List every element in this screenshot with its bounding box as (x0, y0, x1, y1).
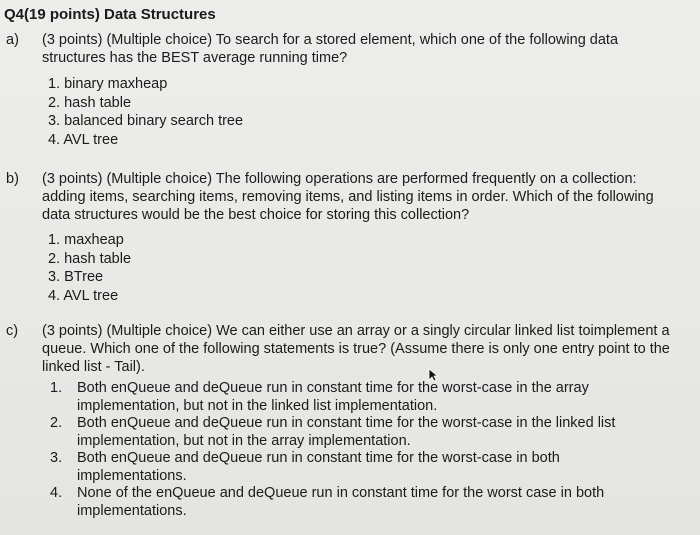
question-b-options (48, 231, 131, 305)
option-item: 1. binary maxheap (48, 76, 168, 92)
option-item: 3. balanced binary search tree (48, 113, 244, 129)
option-item: 3. BTree (48, 269, 104, 285)
question-a-text: (3 points) (Multiple choice) To search for a stored element, which one of the following data structures has the BEST average running time? (42, 32, 619, 66)
option-text: Both enQueue and deQueue run in constant time for the worst-case in the linked list implementation, but not in the array implementation. (77, 415, 616, 449)
question-b-label: b) (6, 171, 19, 187)
option-text: Both enQueue and deQueue run in constant time for the worst-case in both implementations. (77, 450, 560, 484)
option-item (50, 380, 670, 415)
option-item (50, 450, 670, 485)
mouse-cursor-icon (428, 368, 438, 382)
option-item: 2. hash table (48, 94, 132, 111)
option-item: 4. AVL tree (48, 287, 119, 304)
option-number: 2. (50, 415, 63, 431)
question-c-text: (3 points) (Multiple choice) We can either use an array or a singly circular linked list toimplement a queue. Which one of the following statements is true? (Assume there is only one entry point to the linked list - Tail). (42, 323, 670, 375)
question-c-label: c) (6, 323, 19, 339)
page-title: Q4(19 points) Data Structures (4, 6, 216, 23)
question-a-label: a) (6, 32, 19, 48)
option-item: 1. maxheap (48, 232, 124, 248)
option-item: 4. AVL tree (48, 131, 119, 148)
option-text: None of the enQueue and deQueue run in constant time for the worst case in both implementations. (77, 485, 605, 519)
option-item: 2. hash table (48, 250, 132, 267)
option-number: 3. (50, 450, 63, 466)
option-text: Both enQueue and deQueue run in constant time for the worst-case in the array implementation, but not in the linked list implementation. (77, 380, 589, 414)
question-a-options (48, 75, 243, 149)
question-b-text: (3 points) (Multiple choice) The following operations are performed frequently on a collection: adding items, searching items, removing items, and listing items in order. Which of the following data structures would be the best choice for storing this collection? (42, 171, 654, 223)
question-c-options (50, 380, 670, 520)
option-item (50, 485, 670, 520)
option-number: 1. (50, 380, 63, 396)
option-item (50, 415, 670, 450)
option-number: 4. (50, 485, 63, 501)
